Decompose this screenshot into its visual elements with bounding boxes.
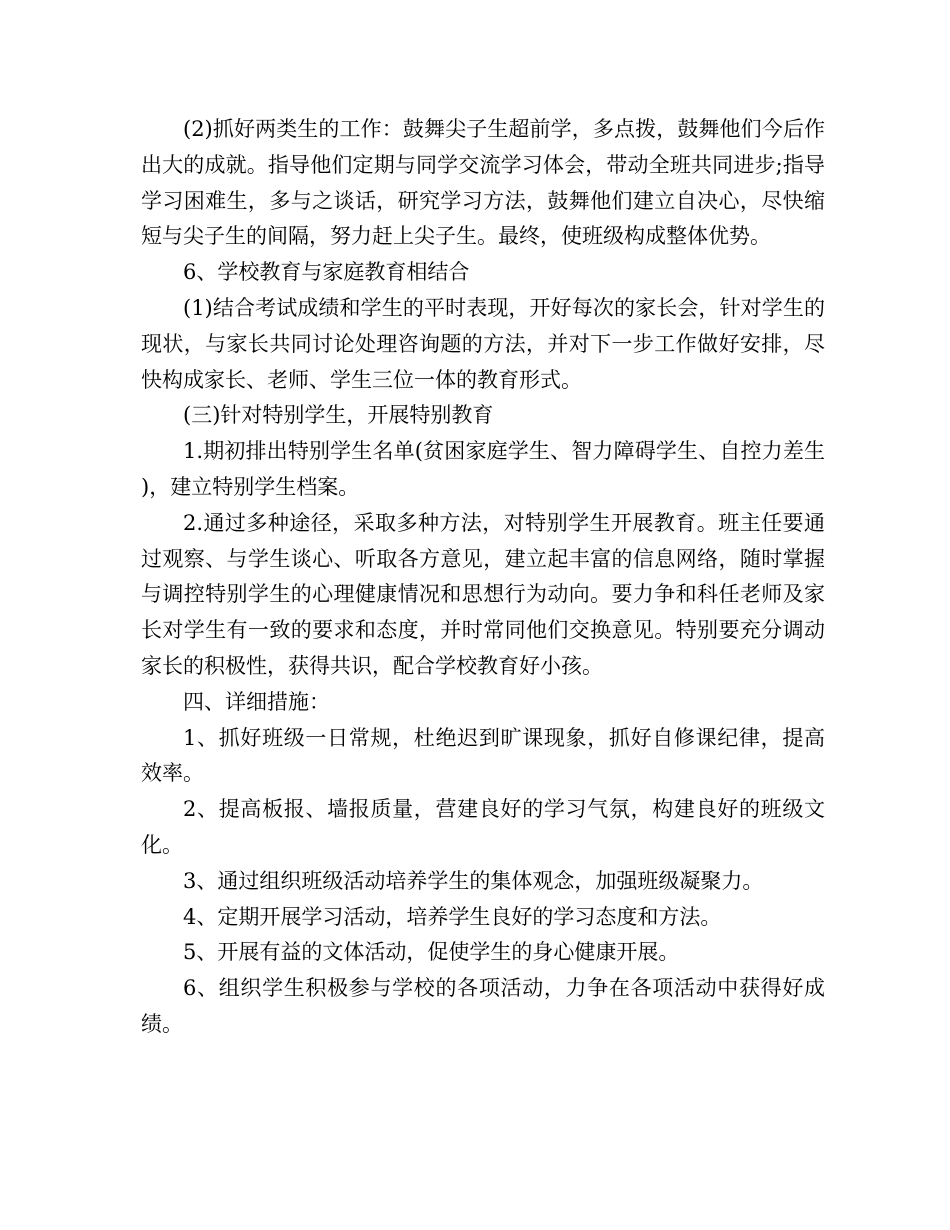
- measure-item-5: 5、开展有益的文体活动，促使学生的身心健康开展。: [183, 940, 680, 965]
- measure-item-1: 1、抓好班级一日常规，杜绝迟到旷课现象，抓好自修课纪律，提高效率。: [141, 725, 825, 786]
- paragraph-special-student-list: 1.期初排出特别学生名单(贫困家庭学生、智力障碍学生、自控力差生)，建立特别学生档案。: [141, 439, 825, 499]
- paragraph-two-student-groups: (2)抓好两类生的工作：鼓舞尖子生超前学，多点拨，鼓舞他们今后作出大的成就。指导他们定期与同学交流学习体会，带动全班共同进步;指导学习困难生，多与之谈话，研究学习方法，鼓舞他们建立自决心，尽快缩短与尖子生的间隔，努力赶上尖子生。最终，使班级构成整体优势。: [141, 117, 825, 249]
- heading-special-students: (三)针对特别学生，开展特别教育: [183, 403, 494, 428]
- document-body: [141, 112, 825, 1043]
- paragraph-parent-meetings: (1)结合考试成绩和学生的平时表现，开好每次的家长会，针对学生的现状，与家长共同讨论处理咨询题的方法，并对下一步工作做好安排，尽快构成家长、老师、学生三位一体的教育形式。: [141, 295, 825, 392]
- heading-detailed-measures: 四、详细措施：: [183, 689, 330, 714]
- measure-item-4: 4、定期开展学习活动，培养学生良好的学习态度和方法。: [183, 904, 722, 929]
- heading-school-family-education: 6、学校教育与家庭教育相结合: [183, 260, 470, 285]
- measure-item-2: 2、提高板报、墙报质量，营建良好的学习气氛，构建良好的班级文化。: [141, 797, 825, 857]
- measure-item-6: 6、组织学生积极参与学校的各项活动，力争在各项活动中获得好成绩。: [141, 976, 825, 1036]
- measure-item-3: 3、通过组织班级活动培养学生的集体观念，加强班级凝聚力。: [183, 868, 764, 893]
- paragraph-special-student-education: 2.通过多种途径，采取多种方法，对特别学生开展教育。班主任要通过观察、与学生谈心、听取各方意见，建立起丰富的信息网络，随时掌握与调控特别学生的心理健康情况和思想行为动向。要力争和科任老师及家长对学生有一致的要求和态度，并时常同他们交换意见。特别要充分调动家长的积极性，获得共识，配合学校教育好小孩。: [141, 510, 825, 678]
